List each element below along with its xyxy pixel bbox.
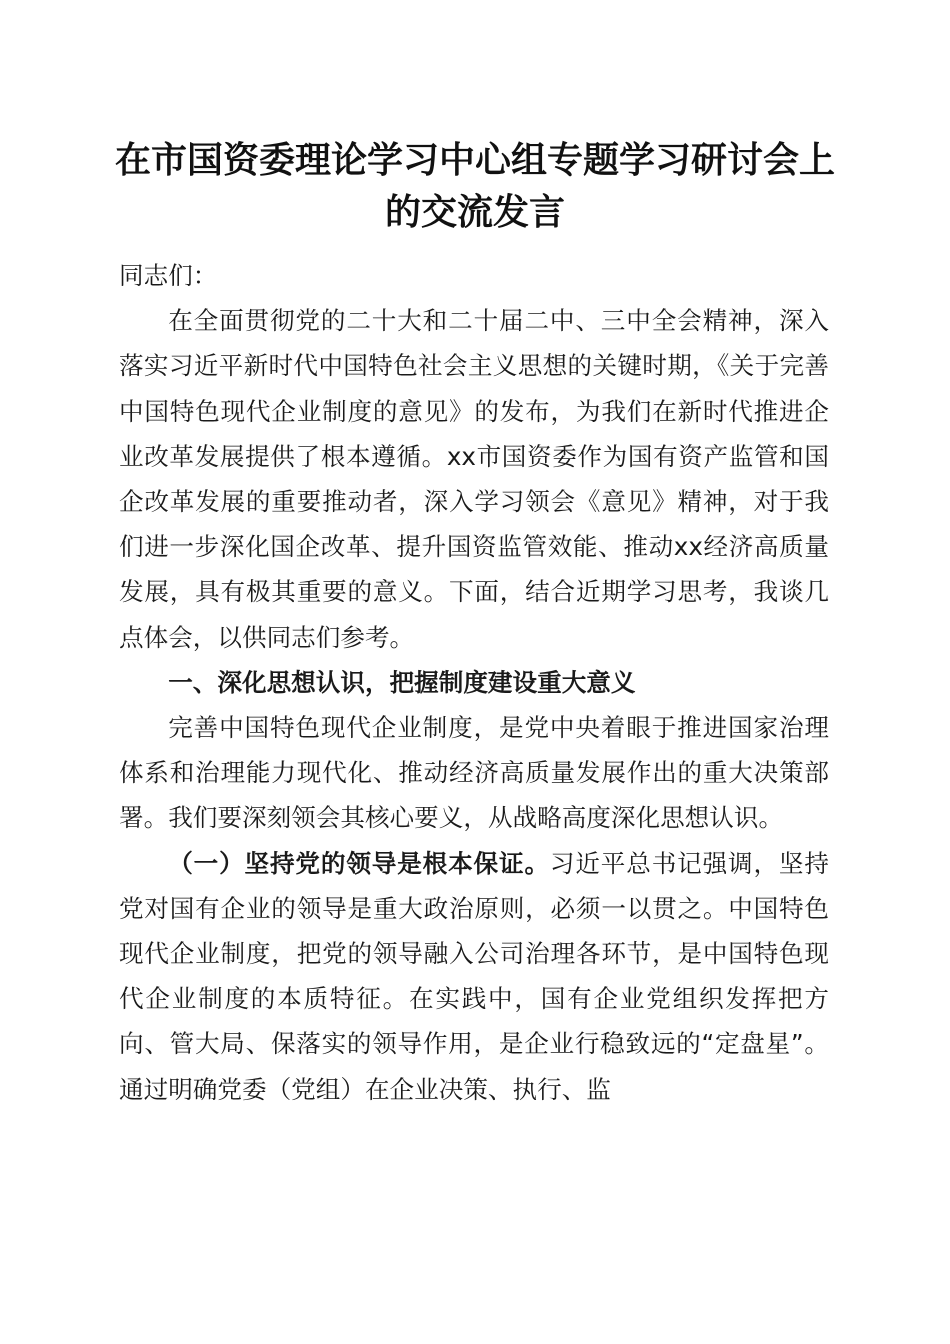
salutation: 同志们： (119, 261, 218, 290)
paragraph-subsection-1 (119, 841, 829, 1112)
subsection-1-text: 习近平总书记强调，坚持党对国有企业的领导是重大政治原则，必须一以贯之。中国特色现代企业制度，把党的领导融入公司治理各环节，是中国特色现代企业制度的本质特征。在实践中，国有企业党组织发挥把方向、管大局、保落实的领导作用，是企业行稳致远的“定盘星”。通过明确党委（党组）在企业决策、执行、监 (119, 848, 829, 1104)
paragraph-section-1: 完善中国特色现代企业制度，是党中央着眼于推进国家治理体系和治理能力现代化、推动经济高质量发展作出的重大决策部署。我们要深刻领会其核心要义，从战略高度深化思想认识。 (119, 713, 829, 833)
document-body (119, 253, 829, 1112)
document-title (100, 134, 850, 238)
paragraph-intro: 在全面贯彻党的二十大和二十届二中、三中全会精神，深入落实习近平新时代中国特色社会主义思想的关键时期，《关于完善中国特色现代企业制度的意见》的发布，为我们在新时代推进企业改革发展提供了根本遵循。xx市国资委作为国有资产监管和国企改革发展的重要推动者，深入学习领会《意见》精神，对于我们进一步深化国企改革、提升国资监管效能、推动xx经济高质量发展，具有极其重要的意义。下面，结合近期学习思考，我谈几点体会，以供同志们参考。 (119, 306, 829, 652)
title-line-1: 在市国资委理论学习中心组专题学习研讨会上 (114, 139, 835, 181)
title-line-2: 的交流发言 (384, 191, 565, 233)
subsection-1-lead: （一）坚持党的领导是根本保证。 (168, 848, 550, 878)
section-heading-1: 一、深化思想认识，把握制度建设重大意义 (168, 667, 636, 697)
